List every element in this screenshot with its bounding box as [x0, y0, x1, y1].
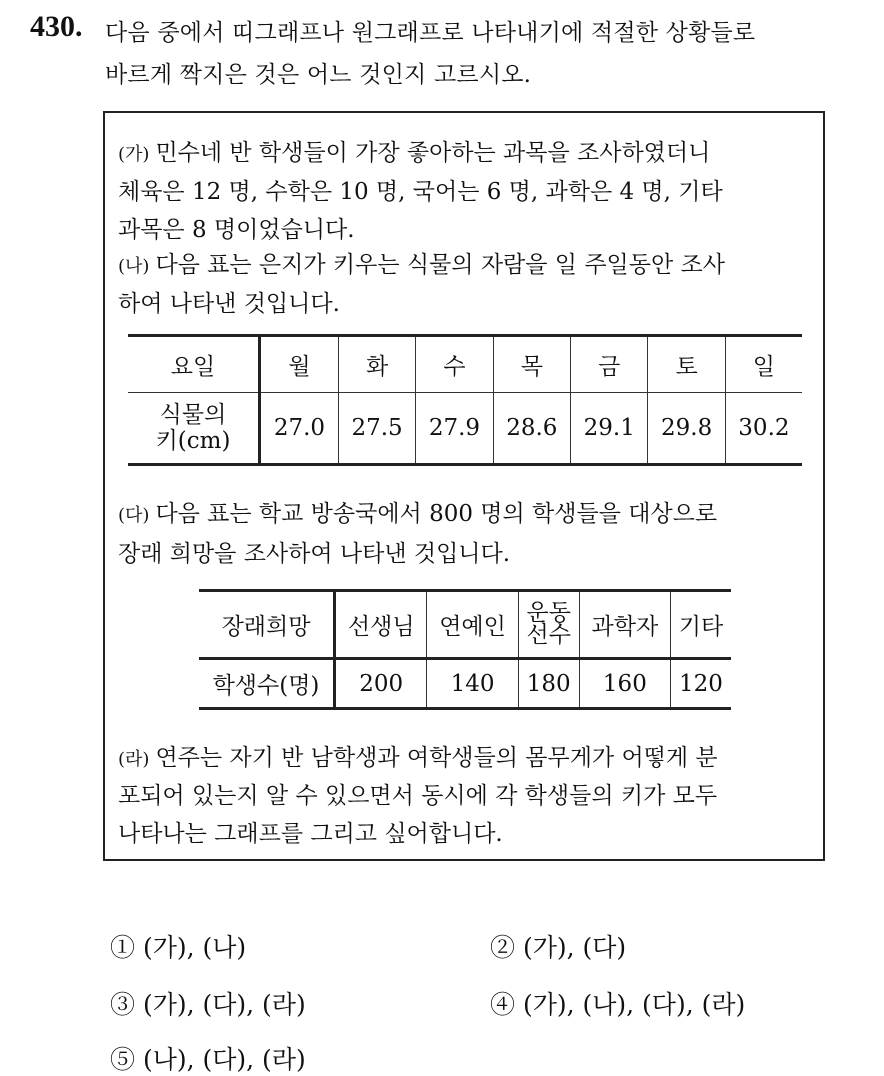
table2-col: 과학자	[579, 591, 670, 659]
table2-col	[518, 591, 579, 659]
item-ga-line2: 체육은 12 명, 수학은 10 명, 국어는 6 명, 과학은 4 명, 기타	[118, 179, 723, 205]
answer-choice-3[interactable]: ③ (가), (다), (라)	[110, 990, 306, 1019]
table2-col: 기타	[670, 591, 731, 659]
table1-value: 28.6	[493, 393, 570, 465]
table1-day: 금	[571, 336, 648, 393]
table1-header-label: 요일	[170, 354, 216, 380]
table2-value: 140	[427, 659, 518, 709]
item-na-line1	[118, 246, 725, 279]
item-ga-line3: 과목은 8 명이었습니다.	[118, 217, 355, 243]
item-da-text: 다음 표는 학교 방송국에서 800 명의 학생들을 대상으로	[155, 501, 718, 527]
item-ra-marker: (라)	[118, 749, 150, 770]
table2-value: 180	[518, 659, 579, 709]
table1-day: 토	[648, 336, 725, 393]
table2-row-label: 학생수(명)	[199, 659, 335, 709]
item-ra-line1	[118, 739, 718, 772]
table1-day: 목	[493, 336, 570, 393]
table1-row-label-line2: 키(cm)	[155, 428, 231, 454]
table1-value: 27.0	[260, 393, 339, 465]
question-text-line1: 다음 중에서 띠그래프나 원그래프로 나타내기에 적절한 상황들로	[105, 20, 756, 46]
item-ga-line1	[118, 134, 710, 167]
item-na-text: 다음 표는 은지가 키우는 식물의 자람을 일 주일동안 조사	[155, 252, 725, 278]
item-na-marker: (나)	[118, 256, 150, 277]
table1-day: 화	[338, 336, 415, 393]
table1-day: 일	[725, 336, 802, 393]
table2-value: 160	[579, 659, 670, 709]
answer-choice-1[interactable]: ① (가), (나)	[110, 933, 247, 962]
table2-col3	[526, 599, 571, 648]
item-da-line2: 장래 희망을 조사하여 나타낸 것입니다.	[118, 541, 511, 567]
answer-choice-2[interactable]: ② (가), (다)	[490, 933, 627, 962]
answer-choice-4[interactable]: ④ (가), (나), (다), (라)	[490, 990, 746, 1019]
table2-col: 선생님	[335, 591, 427, 659]
question-number: 430.	[30, 10, 83, 43]
table1-row-label	[128, 393, 260, 465]
item-ra-line3: 나타나는 그래프를 그리고 싶어합니다.	[118, 821, 503, 847]
table2-col: 연예인	[427, 591, 518, 659]
table2-value: 200	[335, 659, 427, 709]
table2-col3-line1: 운동	[526, 599, 571, 626]
item-ga-marker: (가)	[118, 144, 150, 165]
item-ga-text: 민수네 반 학생들이 가장 좋아하는 과목을 조사하였더니	[155, 140, 711, 166]
item-ra-text: 연주는 자기 반 남학생과 여학생들의 몸무게가 어떻게 분	[155, 745, 718, 771]
table1-value: 30.2	[725, 393, 802, 465]
table1-day: 수	[416, 336, 493, 393]
answer-choice-5[interactable]: ⑤ (나), (다), (라)	[110, 1045, 306, 1074]
item-na-line2: 하여 나타낸 것입니다.	[118, 291, 340, 317]
table1-value: 27.9	[416, 393, 493, 465]
career-hope-table	[199, 589, 731, 710]
table2-header-label: 장래희망	[221, 614, 311, 640]
table1-value: 27.5	[338, 393, 415, 465]
table1-row-label-line1: 식물의	[159, 402, 227, 428]
table2-col3-line2: 선수	[526, 621, 571, 648]
question-text-line2: 바르게 짝지은 것은 어느 것인지 고르시오.	[105, 62, 532, 88]
item-da-marker: (다)	[118, 505, 150, 526]
item-da-line1	[118, 495, 717, 528]
table1-value: 29.8	[648, 393, 725, 465]
table2-value: 120	[670, 659, 731, 709]
item-ra-line2: 포되어 있는지 알 수 있으면서 동시에 각 학생들의 키가 모두	[118, 783, 718, 809]
table1-value: 29.1	[571, 393, 648, 465]
table1-day: 월	[260, 336, 339, 393]
plant-height-table	[128, 334, 802, 466]
